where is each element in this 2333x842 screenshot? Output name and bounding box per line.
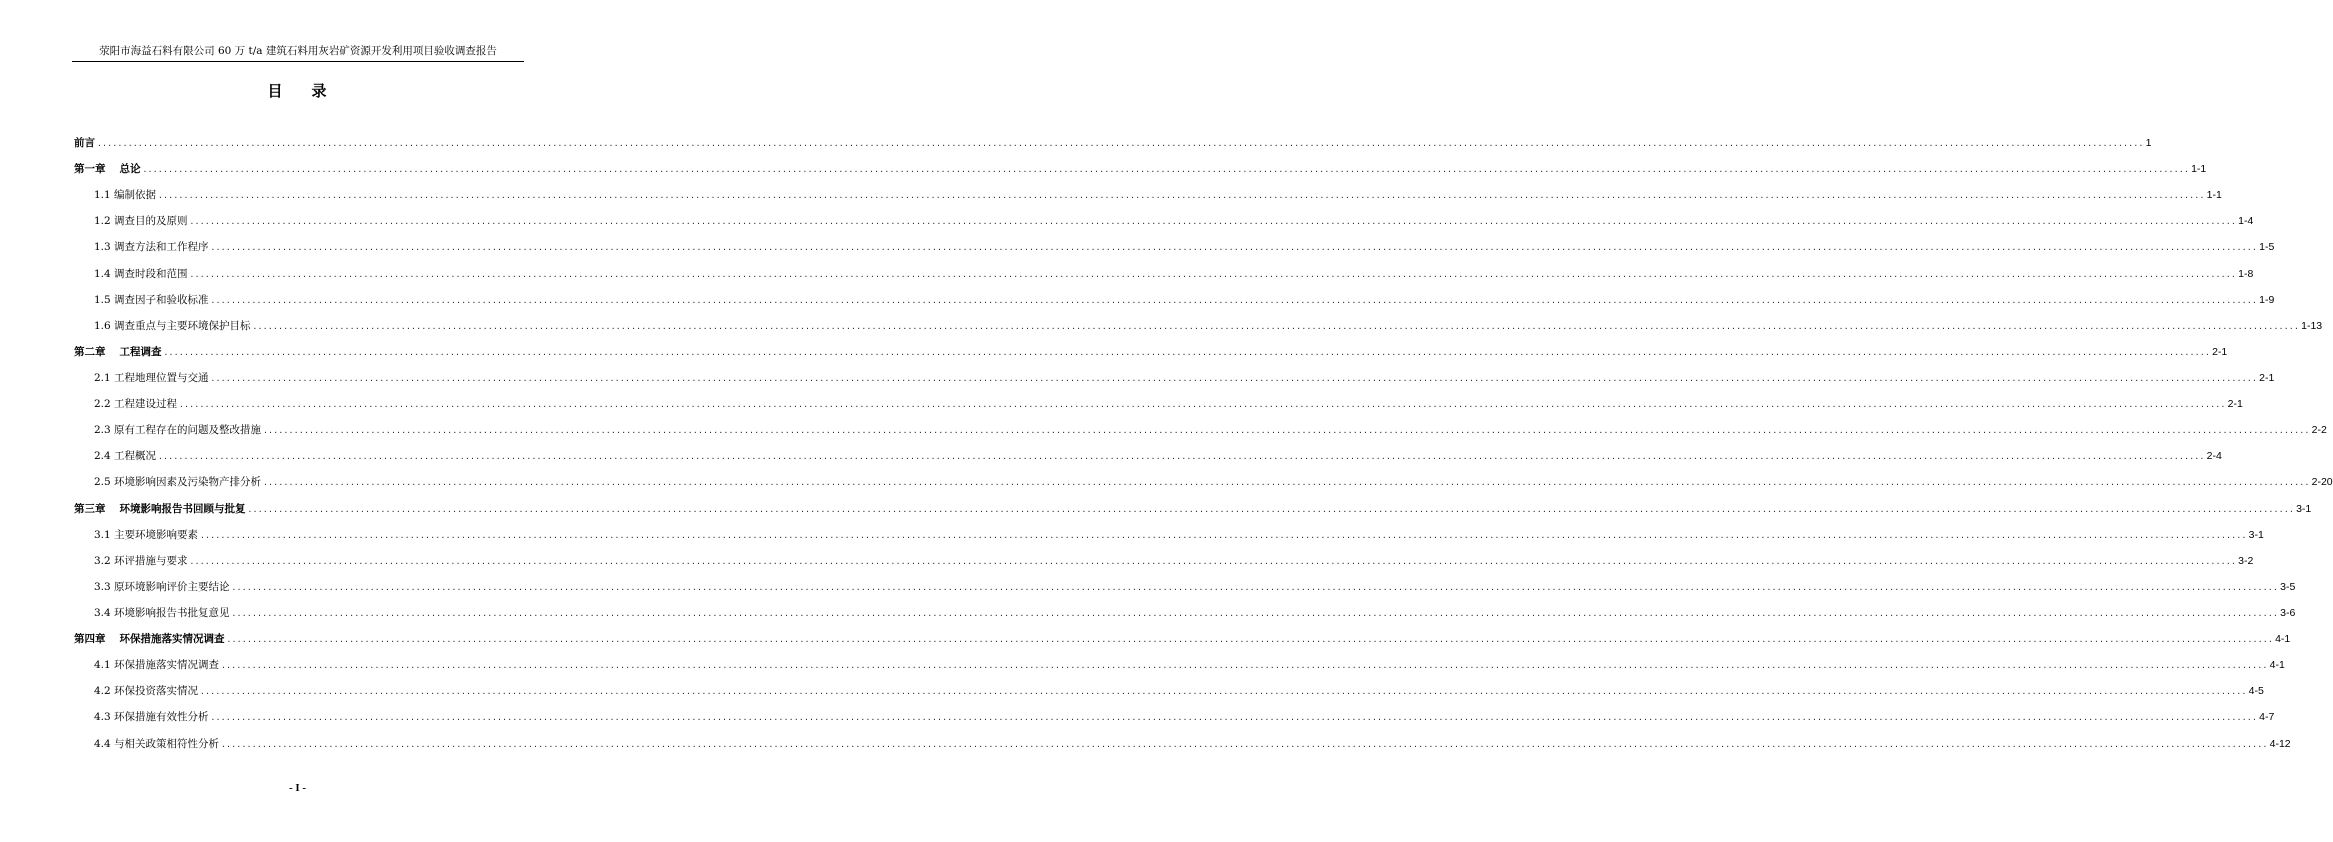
toc-chapter-number: 第四章 bbox=[74, 633, 106, 646]
toc-section-entry[interactable] bbox=[74, 449, 2222, 475]
toc-page-number: 2-1 bbox=[2227, 398, 2243, 411]
toc-chapter-entry[interactable] bbox=[74, 632, 2291, 658]
toc-page-number: 4-12 bbox=[2269, 737, 2291, 750]
toc-entry-title: 4.4 与相关政策相符性分析 bbox=[94, 737, 220, 750]
toc-entry-title: 3.2 环评措施与要求 bbox=[94, 554, 188, 567]
toc-section-entry[interactable] bbox=[74, 475, 2333, 501]
toc-entry-title: 1.4 调查时段和范围 bbox=[94, 267, 188, 280]
toc-page-number: 1 bbox=[2145, 137, 2152, 149]
toc-page-number: 3-1 bbox=[2248, 528, 2264, 541]
toc-leader-dots: ................................................................................................................................................................................................................................................................................................................................................................................................................ bbox=[158, 191, 2205, 201]
toc-page-number: 1-13 bbox=[2301, 319, 2323, 332]
toc-leader-dots: ................................................................................................................................................................................................................................................................................................................................................................................................................ bbox=[221, 739, 2268, 749]
toc-entry-title: 前言 bbox=[74, 137, 95, 149]
toc-page-number: 1-8 bbox=[2238, 267, 2254, 280]
running-header: 荥阳市海益石料有限公司 60 万 t/a 建筑石料用灰岩矿资源开发利用项目验收调查报告 bbox=[99, 45, 497, 57]
toc-section-entry[interactable] bbox=[74, 423, 2327, 449]
toc-heading bbox=[0, 80, 595, 101]
toc-section-entry[interactable] bbox=[74, 188, 2222, 214]
toc-entry-title: 3.3 原环境影响评价主要结论 bbox=[94, 580, 230, 593]
toc-entry-title bbox=[74, 162, 141, 176]
toc-entry-title: 4.1 环保措施落实情况调查 bbox=[94, 659, 220, 672]
toc-chapter-title: 工程调查 bbox=[119, 345, 162, 358]
toc-leader-dots: ................................................................................................................................................................................................................................................................................................................................................................................................................ bbox=[247, 504, 2295, 514]
toc-section-entry[interactable] bbox=[74, 737, 2291, 763]
toc-leader-dots: ................................................................................................................................................................................................................................................................................................................................................................................................................ bbox=[189, 556, 2237, 566]
toc-section-entry[interactable] bbox=[74, 528, 2264, 554]
toc-entry-title: 1.6 调查重点与主要环境保护目标 bbox=[94, 319, 251, 332]
toc-page-number: 1-5 bbox=[2259, 241, 2275, 254]
toc-page-number: 1-1 bbox=[2191, 163, 2207, 176]
toc-page-number: 2-1 bbox=[2259, 371, 2275, 384]
page-number: - I - bbox=[288, 782, 307, 794]
toc-entry-title: 4.3 环保措施有效性分析 bbox=[94, 711, 209, 724]
toc-page-number: 3-1 bbox=[2296, 502, 2312, 515]
toc-entry-title bbox=[74, 632, 225, 646]
toc-entry-title: 1.1 编制依据 bbox=[94, 189, 157, 202]
toc-section-entry[interactable] bbox=[74, 397, 2243, 423]
toc-leader-dots: ................................................................................................................................................................................................................................................................................................................................................................................................................ bbox=[226, 635, 2274, 645]
toc-leader-dots: ................................................................................................................................................................................................................................................................................................................................................................................................................ bbox=[210, 373, 2258, 383]
toc-chapter-title: 总论 bbox=[119, 163, 141, 176]
toc-page-number: 2-2 bbox=[2311, 424, 2327, 437]
toc-page-number: 4-7 bbox=[2259, 711, 2275, 724]
toc-leader-dots: ................................................................................................................................................................................................................................................................................................................................................................................................................ bbox=[97, 139, 2144, 148]
toc-entry-title: 1.5 调查因子和验收标准 bbox=[94, 293, 209, 306]
toc-leader-dots: ................................................................................................................................................................................................................................................................................................................................................................................................................ bbox=[158, 452, 2205, 462]
toc-entry-title: 2.1 工程地理位置与交通 bbox=[94, 371, 209, 384]
toc-leader-dots: ................................................................................................................................................................................................................................................................................................................................................................................................................ bbox=[142, 165, 2190, 175]
toc-section-entry[interactable] bbox=[74, 710, 2275, 736]
toc-page-number: 2-4 bbox=[2206, 450, 2222, 463]
toc-leader-dots: ................................................................................................................................................................................................................................................................................................................................................................................................................ bbox=[179, 400, 2226, 410]
toc-leader-dots: ................................................................................................................................................................................................................................................................................................................................................................................................................ bbox=[231, 582, 2279, 592]
toc-entry-title: 2.3 原有工程存在的问题及整改措施 bbox=[94, 424, 262, 437]
toc-page-number: 2-1 bbox=[2212, 345, 2228, 358]
toc-entry-title: 2.4 工程概况 bbox=[94, 450, 157, 463]
toc-section-entry[interactable] bbox=[74, 214, 2254, 240]
toc-page-number: 1-1 bbox=[2206, 189, 2222, 202]
toc-entry-title: 4.2 环保投资落实情况 bbox=[94, 685, 199, 698]
toc-chapter-title: 环保措施落实情况调查 bbox=[119, 633, 225, 646]
toc-entry-title: 2.2 工程建设过程 bbox=[94, 398, 178, 411]
toc-chapter-title: 环境影响报告书回顾与批复 bbox=[119, 502, 246, 515]
table-of-contents bbox=[74, 136, 2333, 763]
toc-heading-right: 录 bbox=[311, 82, 328, 100]
toc-page-number: 4-1 bbox=[2269, 659, 2285, 672]
toc-chapter-number: 第二章 bbox=[74, 345, 106, 358]
toc-page-number: 3-6 bbox=[2280, 606, 2296, 619]
toc-section-entry[interactable] bbox=[74, 684, 2264, 710]
toc-section-entry[interactable] bbox=[74, 293, 2275, 319]
toc-section-entry[interactable] bbox=[74, 658, 2285, 684]
toc-entry-title: 1.3 调查方法和工作程序 bbox=[94, 241, 209, 254]
toc-section-entry[interactable] bbox=[74, 606, 2296, 632]
toc-heading-left: 目 bbox=[267, 82, 284, 100]
toc-entry-title bbox=[74, 345, 162, 359]
toc-leader-dots: ................................................................................................................................................................................................................................................................................................................................................................................................................ bbox=[231, 608, 2279, 618]
toc-section-entry[interactable] bbox=[74, 371, 2275, 397]
toc-entry-title: 2.5 环境影响因素及污染物产排分析 bbox=[94, 476, 262, 489]
toc-page-number: 3-2 bbox=[2238, 554, 2254, 567]
toc-leader-dots: ................................................................................................................................................................................................................................................................................................................................................................................................................ bbox=[210, 295, 2258, 305]
toc-entry-title: 1.2 调查目的及原则 bbox=[94, 215, 188, 228]
toc-section-entry[interactable] bbox=[74, 240, 2275, 266]
toc-leader-dots: ................................................................................................................................................................................................................................................................................................................................................................................................................ bbox=[263, 478, 2310, 488]
toc-leader-dots: ................................................................................................................................................................................................................................................................................................................................................................................................................ bbox=[263, 426, 2310, 436]
toc-chapter-entry[interactable] bbox=[74, 162, 2207, 188]
toc-page-number: 4-1 bbox=[2275, 633, 2291, 646]
toc-entry-title: 3.4 环境影响报告书批复意见 bbox=[94, 606, 230, 619]
toc-chapter-entry[interactable] bbox=[74, 502, 2312, 528]
toc-leader-dots: ................................................................................................................................................................................................................................................................................................................................................................................................................ bbox=[200, 687, 2247, 697]
toc-entry-title bbox=[74, 502, 246, 516]
toc-section-entry[interactable] bbox=[74, 554, 2254, 580]
toc-leader-dots: ................................................................................................................................................................................................................................................................................................................................................................................................................ bbox=[210, 713, 2258, 723]
toc-page-number: 1-9 bbox=[2259, 293, 2275, 306]
toc-chapter-number: 第一章 bbox=[74, 163, 106, 176]
toc-section-entry[interactable] bbox=[74, 580, 2296, 606]
toc-leader-dots: ................................................................................................................................................................................................................................................................................................................................................................................................................ bbox=[210, 243, 2258, 253]
toc-leader-dots: ................................................................................................................................................................................................................................................................................................................................................................................................................ bbox=[200, 530, 2247, 540]
toc-leader-dots: ................................................................................................................................................................................................................................................................................................................................................................................................................ bbox=[221, 661, 2268, 671]
toc-leader-dots: ................................................................................................................................................................................................................................................................................................................................................................................................................ bbox=[189, 217, 2237, 227]
toc-page-number: 1-4 bbox=[2238, 215, 2254, 228]
toc-page-number: 4-5 bbox=[2248, 685, 2264, 698]
header-rule bbox=[72, 61, 524, 62]
toc-page-number: 3-5 bbox=[2280, 580, 2296, 593]
toc-chapter-entry[interactable] bbox=[74, 345, 2228, 371]
toc-chapter-number: 第三章 bbox=[74, 502, 106, 515]
toc-leader-dots: ................................................................................................................................................................................................................................................................................................................................................................................................................ bbox=[189, 269, 2237, 279]
toc-leader-dots: ................................................................................................................................................................................................................................................................................................................................................................................................................ bbox=[252, 321, 2300, 331]
toc-leader-dots: ................................................................................................................................................................................................................................................................................................................................................................................................................ bbox=[163, 347, 2211, 357]
toc-section-entry[interactable] bbox=[74, 267, 2254, 293]
toc-entry-title: 3.1 主要环境影响要素 bbox=[94, 528, 199, 541]
toc-section-entry[interactable] bbox=[74, 319, 2323, 345]
toc-page-number: 2-20 bbox=[2311, 476, 2333, 489]
toc-chapter-entry[interactable] bbox=[74, 136, 2152, 162]
